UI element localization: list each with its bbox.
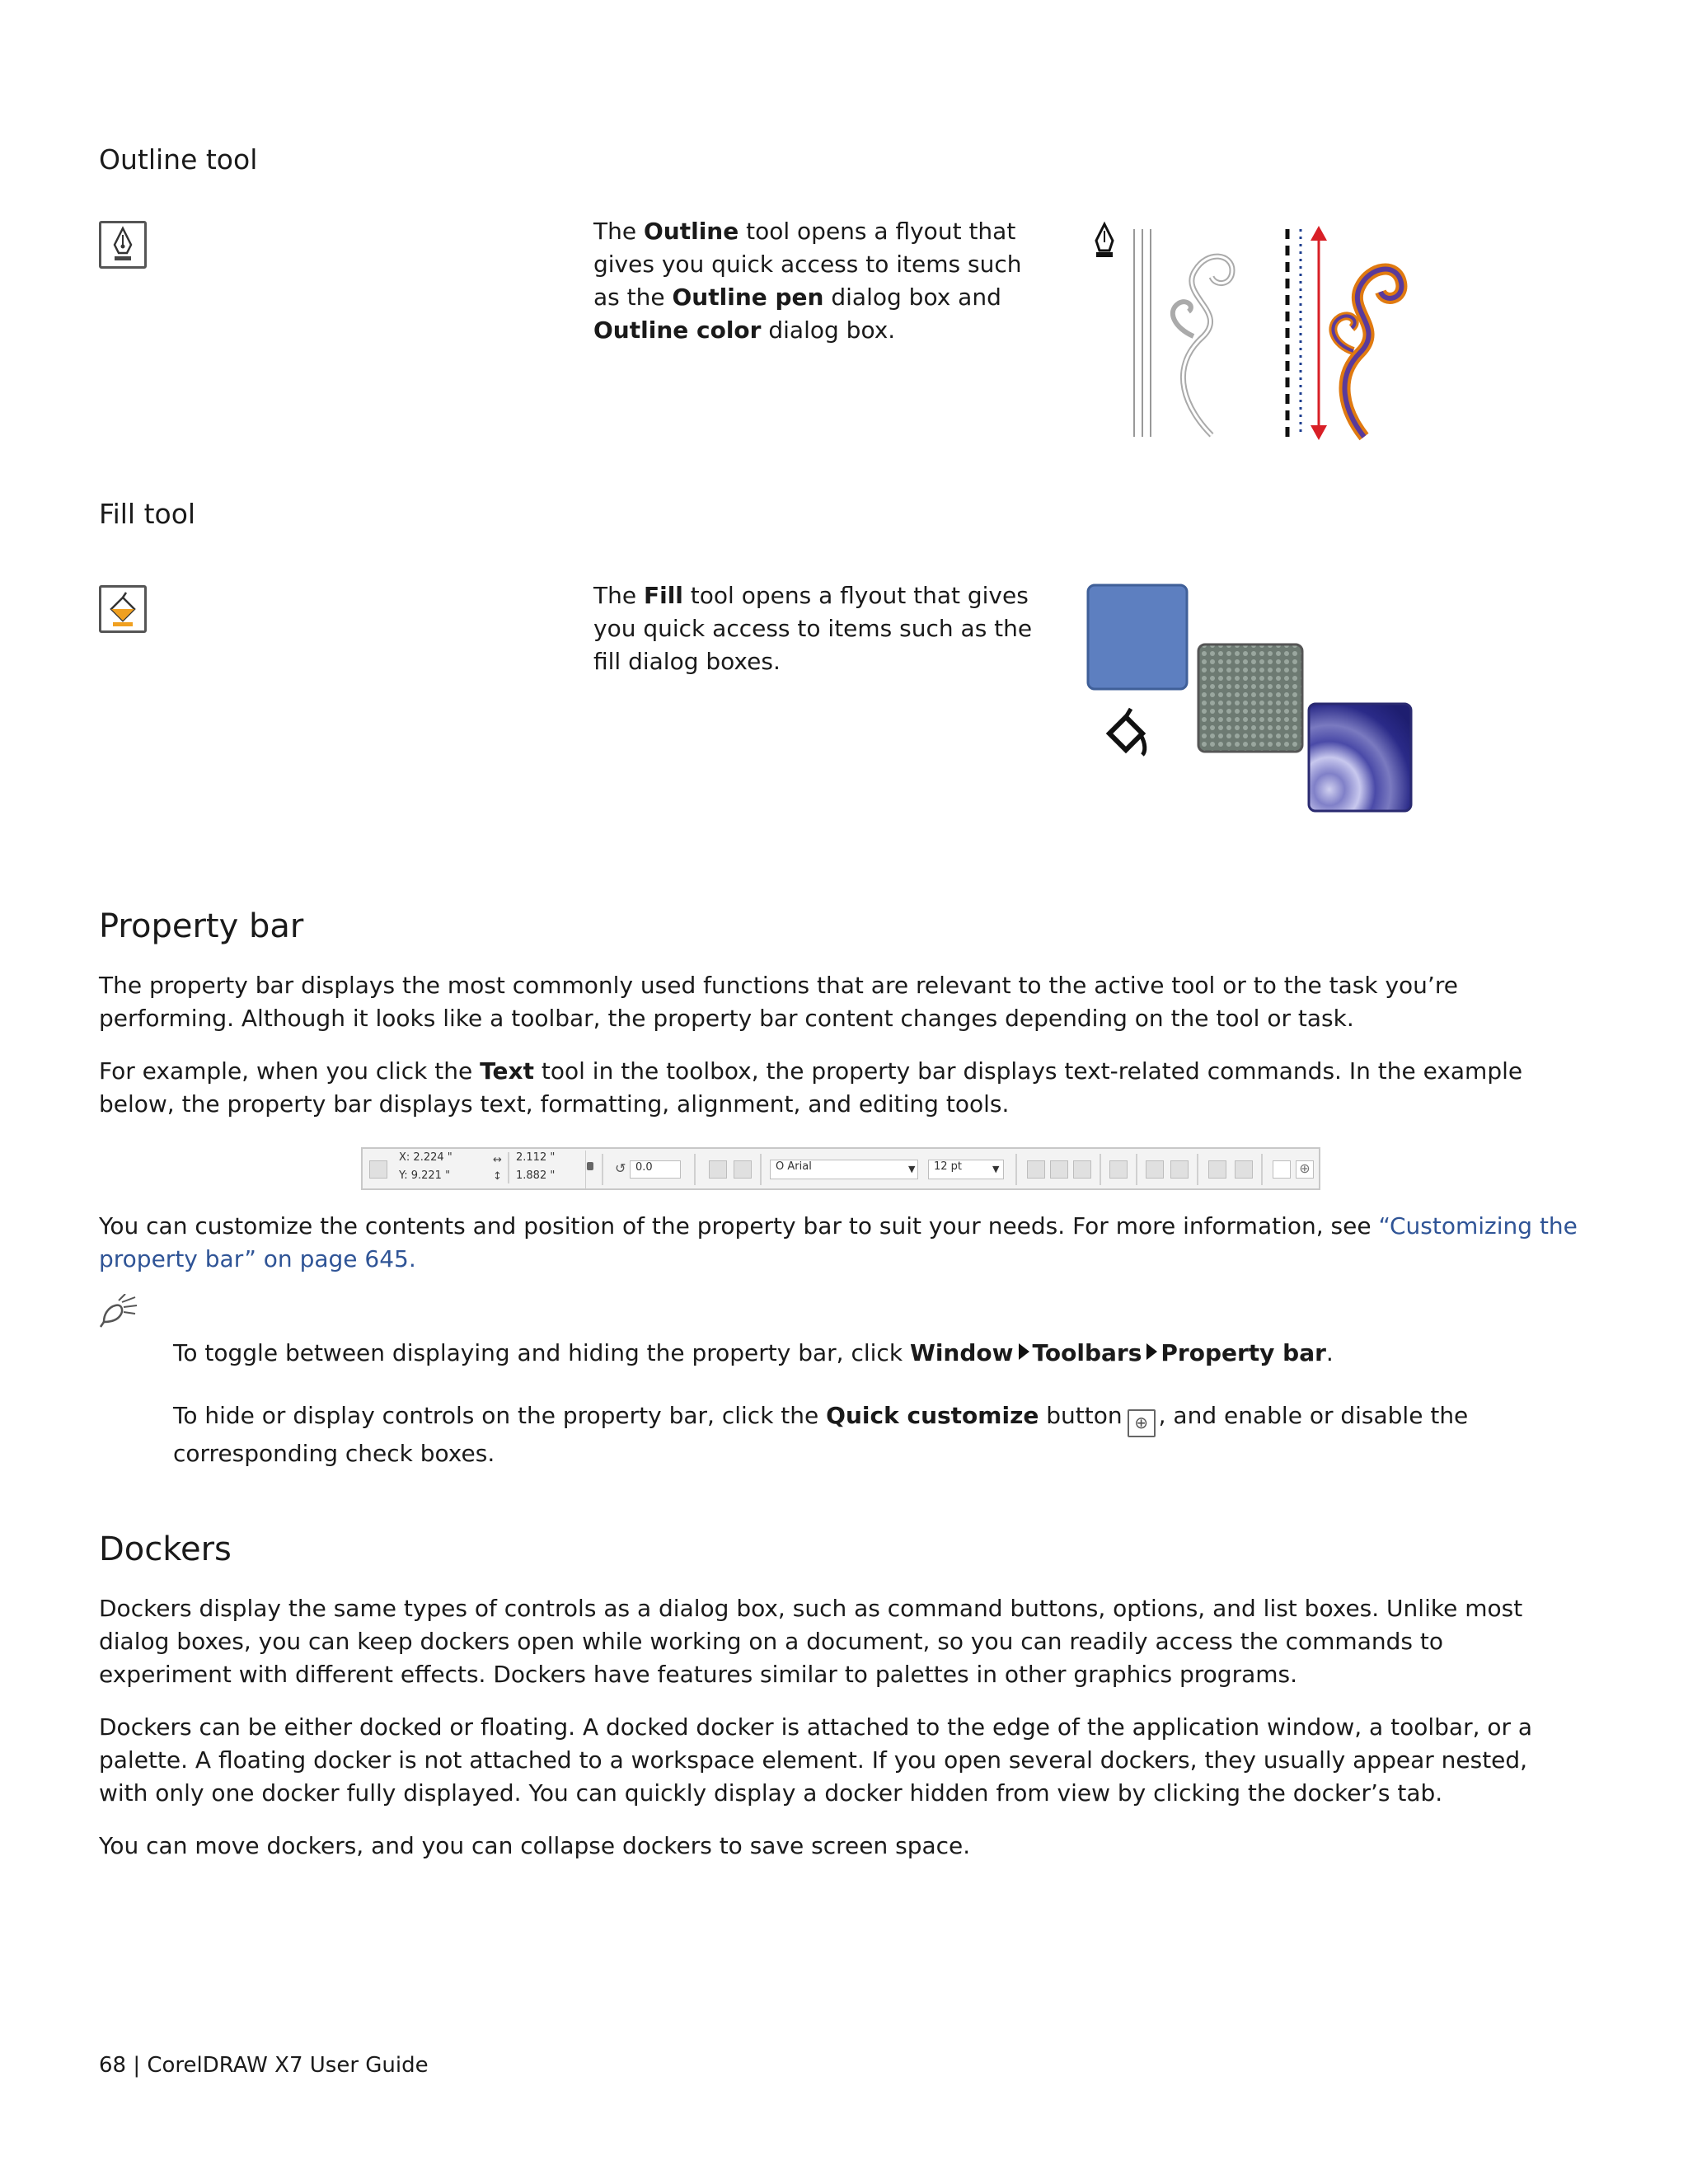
fill-tool-heading: Fill tool (99, 498, 196, 530)
property-bar-paragraph-1: The property bar displays the most commonly used functions that are relevant to the active tool or to the task you’re performing. Although it looks like a toolbar, the property bar content changes depending on the tool or task. (99, 972, 1458, 1032)
outline-illustration (1088, 221, 1426, 443)
tip-note-2: To hide or display controls on the property bar, click the Quick customize button ⊕ , and enable or disable the corresponding check boxes. (173, 1402, 1469, 1467)
tip-note-icon (99, 1294, 138, 1329)
quick-customize-icon: ⊕ (1128, 1409, 1156, 1437)
y-position-field[interactable]: Y: 9.221 " (399, 1169, 451, 1182)
bullet-list-button[interactable] (1146, 1160, 1164, 1179)
menu-window: Window (909, 1339, 1014, 1366)
interactive-opentype-button[interactable] (1273, 1160, 1291, 1179)
dockers-paragraph-2: Dockers can be either docked or floating. A docked docker is attached to the edge of the application window, a toolbar, or a palette. A floating docker is not attached to a workspace element. If you open several dockers, they usually appear nested, with only one docker fully displayed. You can quickly display a docker hidden from view by clicking the docker’s tab. (99, 1713, 1533, 1807)
font-size-dropdown-arrow-icon[interactable]: ▼ (992, 1164, 1000, 1174)
dockers-paragraph-3: You can move dockers, and you can collapse dockers to save screen space. (99, 1832, 971, 1859)
mirror-horizontal-button[interactable] (709, 1160, 727, 1179)
property-bar-paragraph-2: For example, when you click the Text tool in the toolbox, the property bar displays text-related commands. In the example below, the property bar displays text, formatting, alignment, and editing tools. (99, 1057, 1523, 1118)
text-align-button[interactable] (1109, 1160, 1128, 1179)
font-size-select[interactable]: 12 pt (928, 1160, 1004, 1179)
width-icon: ↔ (493, 1154, 502, 1166)
property-bar-toolbar (361, 1147, 1320, 1190)
italic-button[interactable] (1050, 1160, 1068, 1179)
menu-arrow-icon (1019, 1343, 1029, 1360)
height-icon: ↕ (493, 1170, 502, 1183)
object-origin-icon[interactable] (369, 1160, 387, 1179)
outline-tool-heading: Outline tool (99, 143, 258, 176)
height-field[interactable]: 1.882 " (516, 1169, 556, 1182)
property-bar-heading: Property bar (99, 907, 304, 945)
customizing-property-bar-link[interactable]: “Customizing the property bar” on page 645 (99, 1212, 1578, 1272)
bold-button[interactable] (1027, 1160, 1045, 1179)
lock-ratio-icon[interactable] (587, 1162, 593, 1170)
menu-arrow-icon (1146, 1343, 1157, 1360)
menu-toolbars: Toolbars (1032, 1339, 1142, 1366)
drop-cap-button[interactable] (1170, 1160, 1189, 1179)
underline-button[interactable] (1073, 1160, 1091, 1179)
rotation-field[interactable]: 0.0 (630, 1160, 681, 1179)
rotation-icon: ↺ (615, 1160, 626, 1176)
dockers-paragraph-1: Dockers display the same types of controls as a dialog box, such as command buttons, options, and list boxes. Unlike most dialog boxes, you can keep dockers open while working on a document, so you can readily access the commands to experiment with different effects. Dockers have features similar to palettes in other graphics programs. (99, 1595, 1523, 1688)
fill-bucket-icon (99, 585, 147, 633)
quick-customize-icon[interactable]: ⊕ (1296, 1160, 1314, 1179)
outline-pen-icon (99, 221, 147, 269)
text-direction-button[interactable] (1235, 1160, 1253, 1179)
font-icon: O (776, 1160, 788, 1173)
mirror-vertical-button[interactable] (734, 1160, 752, 1179)
property-bar-paragraph-3: You can customize the contents and position of the property bar to suit your needs. For more information, see “Customizing the property bar” on page 645. (99, 1212, 1578, 1272)
outline-description: The Outline tool opens a flyout that gives you quick access to items such as the Outline pen dialog box and Outline color dialog box. (593, 218, 1022, 344)
width-field[interactable]: 2.112 " (516, 1151, 556, 1164)
x-position-field[interactable]: X: 2.224 " (399, 1151, 452, 1164)
edit-text-button[interactable] (1208, 1160, 1226, 1179)
page-footer: 68 | CorelDRAW X7 User Guide (99, 2053, 429, 2078)
menu-property-bar: Property bar (1160, 1339, 1326, 1366)
fill-description: The Fill tool opens a flyout that gives you quick access to items such as the fill dialog boxes. (593, 582, 1033, 675)
fill-illustration (1085, 583, 1423, 823)
font-name: Arial (787, 1160, 812, 1173)
tip-note-1: To toggle between displaying and hiding the property bar, click Window Toolbars Property bar. (173, 1339, 1334, 1366)
font-list-select[interactable] (770, 1160, 918, 1179)
dockers-heading: Dockers (99, 1530, 232, 1568)
font-dropdown-arrow-icon[interactable]: ▼ (908, 1164, 916, 1174)
